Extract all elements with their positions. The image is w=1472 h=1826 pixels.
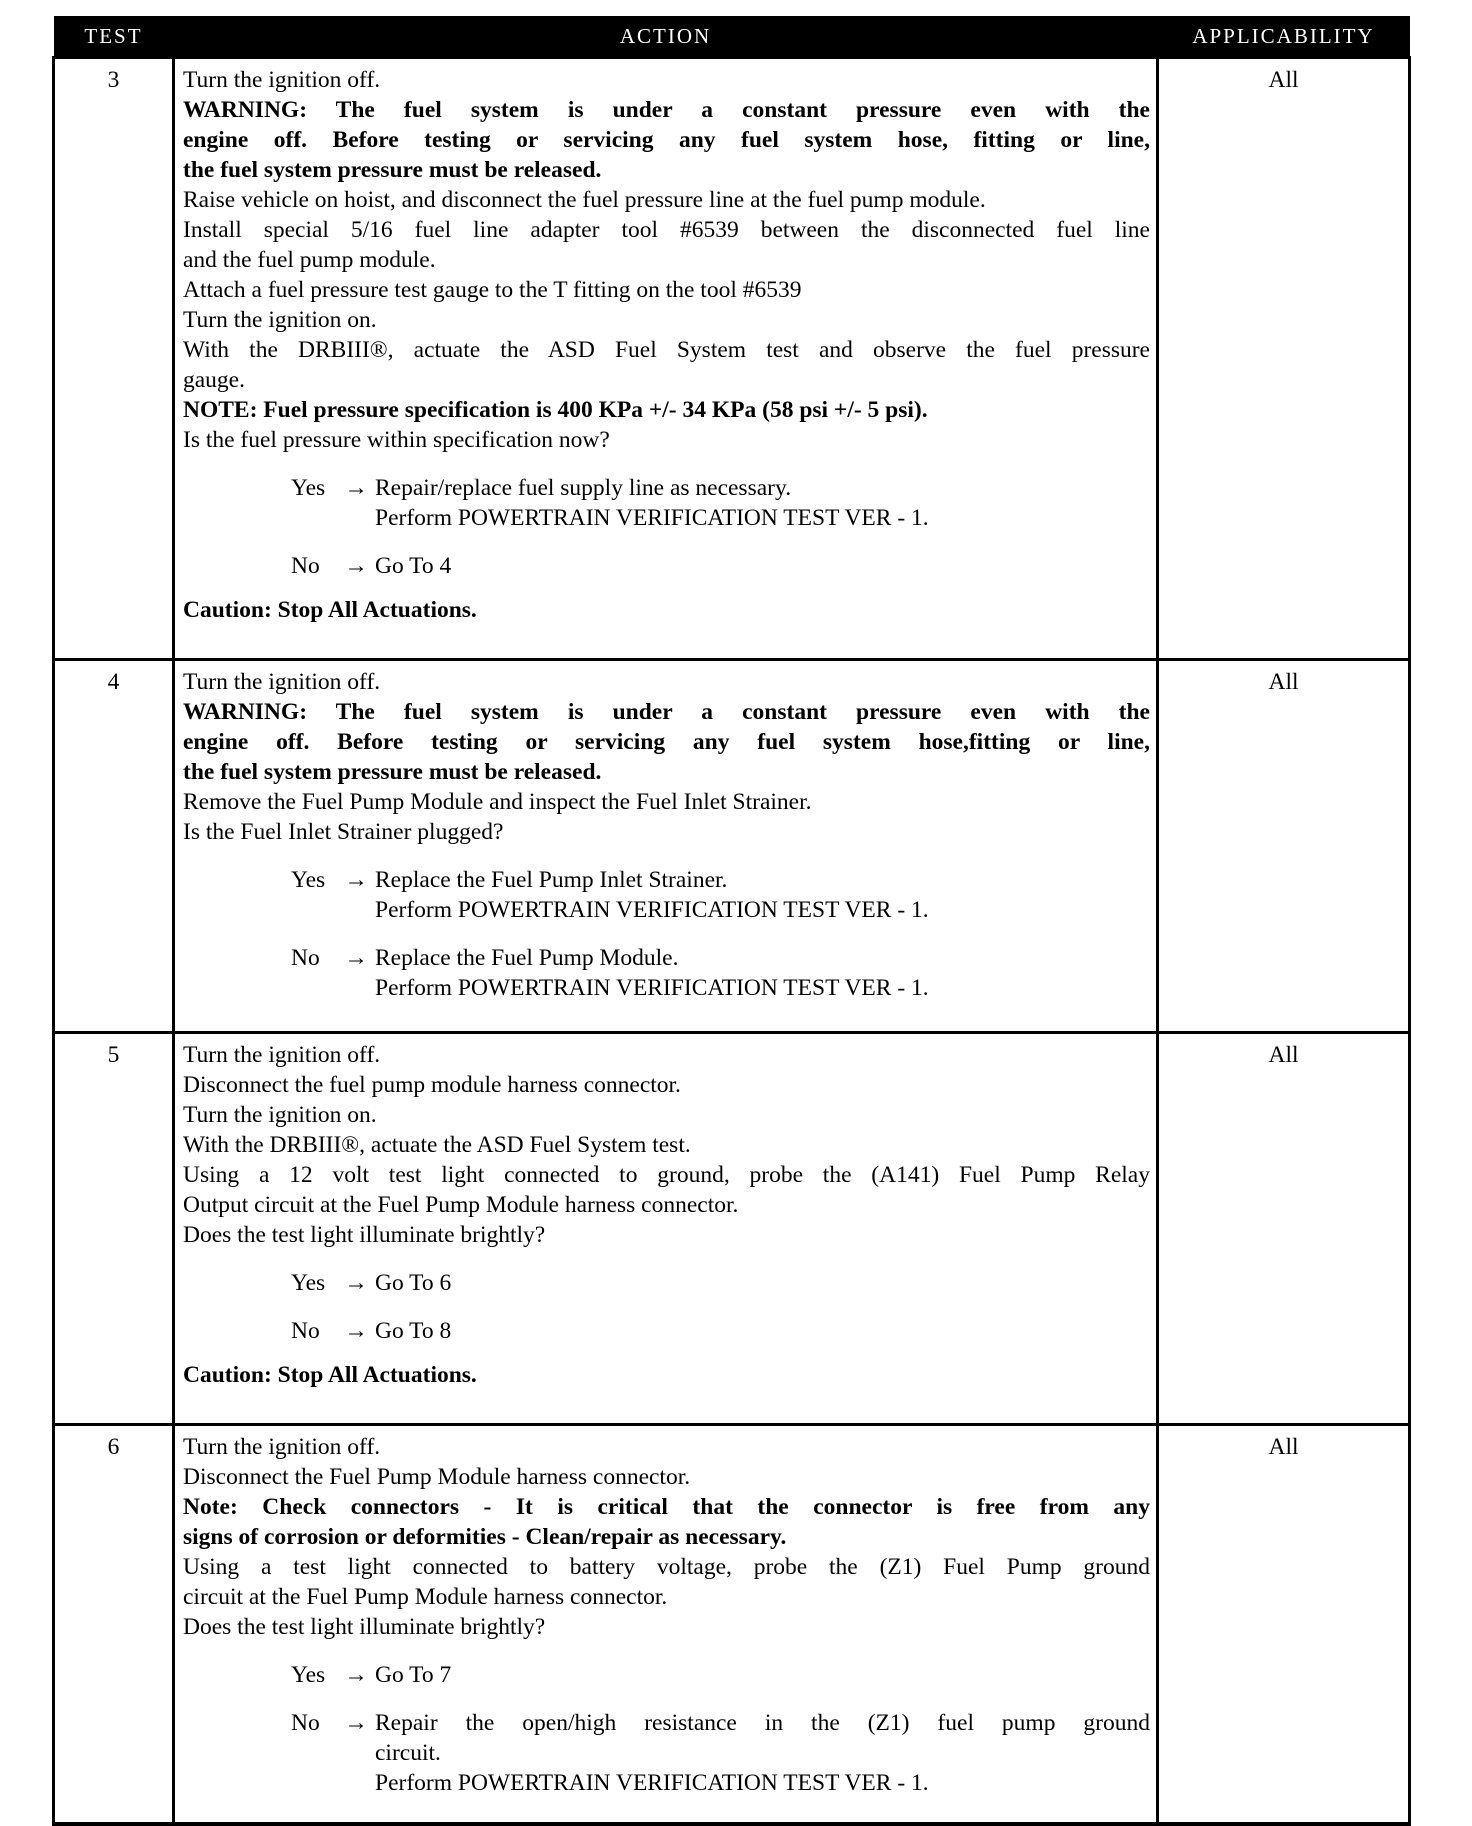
applicability-cell: All: [1158, 58, 1410, 660]
action-line: Turn the ignition on.: [183, 1102, 377, 1128]
warning-line: engine off. Before testing or servicing any fuel system hose, fitting or line,: [183, 127, 1150, 153]
result-line: Repair/replace fuel supply line as necessary.: [375, 475, 792, 501]
no-result: [375, 1316, 1150, 1346]
result-line: Go To 8: [375, 1318, 452, 1344]
test-number: 4: [54, 660, 174, 1033]
result-line: Replace the Fuel Pump Inlet Strainer.: [375, 867, 728, 893]
action-line: gauge.: [183, 367, 245, 393]
yes-label: Yes: [291, 475, 326, 501]
no-answer: [291, 943, 1150, 1003]
table-row: [54, 1033, 1410, 1425]
result-line: Perform POWERTRAIN VERIFICATION TEST VER - 1.: [375, 1770, 929, 1796]
no-result: [375, 1708, 1150, 1798]
no-answer: [291, 1316, 1150, 1346]
result-line: Perform POWERTRAIN VERIFICATION TEST VER - 1.: [375, 505, 929, 531]
action-line: Using a 12 volt test light connected to ground, probe the (A141) Fuel Pump Relay: [183, 1162, 1150, 1188]
caution-text: Caution: Stop All Actuations.: [183, 597, 477, 623]
header-action: ACTION: [174, 16, 1158, 58]
yes-label: Yes: [291, 867, 326, 893]
action-cell: [174, 1033, 1158, 1425]
action-line: Turn the ignition on.: [183, 307, 377, 333]
arrow-icon: →: [344, 1662, 368, 1688]
test-number: 3: [54, 58, 174, 660]
action-line: Remove the Fuel Pump Module and inspect the Fuel Inlet Strainer.: [183, 789, 812, 815]
no-label: No: [291, 1318, 320, 1344]
header-applicability: APPLICABILITY: [1158, 16, 1410, 58]
yes-result: [375, 473, 1150, 533]
action-line: Attach a fuel pressure test gauge to the T fitting on the tool #6539: [183, 277, 802, 303]
action-cell: [174, 660, 1158, 1033]
result-line: Perform POWERTRAIN VERIFICATION TEST VER - 1.: [375, 975, 929, 1001]
test-number: 5: [54, 1033, 174, 1425]
question-line: Is the Fuel Inlet Strainer plugged?: [183, 819, 504, 845]
table-row: [54, 660, 1410, 1033]
no-label: No: [291, 1710, 320, 1736]
no-answer: [291, 551, 1150, 581]
result-line: Replace the Fuel Pump Module.: [375, 945, 679, 971]
arrow-icon: →: [344, 867, 368, 893]
arrow-icon: →: [344, 1270, 368, 1296]
note-line: signs of corrosion or deformities - Clean/repair as necessary.: [183, 1524, 787, 1550]
arrow-icon: →: [344, 945, 368, 971]
yes-result: [375, 1660, 1150, 1690]
table-row: [54, 1425, 1410, 1825]
question-line: Does the test light illuminate brightly?: [183, 1222, 546, 1248]
no-label: No: [291, 945, 320, 971]
action-line: Disconnect the Fuel Pump Module harness connector.: [183, 1464, 691, 1490]
result-line: Repair the open/high resistance in the (Z1) fuel pump ground: [375, 1710, 1150, 1736]
applicability-cell: All: [1158, 660, 1410, 1033]
yes-answer: [291, 865, 1150, 925]
action-line: circuit at the Fuel Pump Module harness connector.: [183, 1584, 668, 1610]
result-line: Perform POWERTRAIN VERIFICATION TEST VER - 1.: [375, 897, 929, 923]
no-result: [375, 551, 1150, 581]
yes-label: Yes: [291, 1270, 326, 1296]
action-line: With the DRBIII®, actuate the ASD Fuel System test.: [183, 1132, 691, 1158]
result-line: Go To 4: [375, 553, 452, 579]
action-line: Turn the ignition off.: [183, 669, 381, 695]
arrow-icon: →: [344, 1318, 368, 1344]
yes-answer: [291, 1660, 1150, 1690]
arrow-icon: →: [344, 553, 368, 579]
result-line: Go To 7: [375, 1662, 452, 1688]
question-line: Does the test light illuminate brightly?: [183, 1614, 546, 1640]
warning-line: the fuel system pressure must be released.: [183, 157, 602, 183]
action-line: Disconnect the fuel pump module harness connector.: [183, 1072, 681, 1098]
action-line: Install special 5/16 fuel line adapter tool #6539 between the disconnected fuel line: [183, 217, 1150, 243]
yes-result: [375, 865, 1150, 925]
action-cell: [174, 58, 1158, 660]
header-test: TEST: [54, 16, 174, 58]
action-line: and the fuel pump module.: [183, 247, 436, 273]
table-header-row: [54, 16, 1410, 58]
warning-line: engine off. Before testing or servicing any fuel system hose,fitting or line,: [183, 729, 1150, 755]
no-label: No: [291, 553, 320, 579]
applicability-cell: All: [1158, 1425, 1410, 1825]
arrow-icon: →: [344, 475, 368, 501]
caution-text: Caution: Stop All Actuations.: [183, 1362, 477, 1388]
result-line: circuit.: [375, 1740, 441, 1766]
question-line: Is the fuel pressure within specification now?: [183, 427, 610, 453]
action-line: Turn the ignition off.: [183, 67, 381, 93]
warning-line: WARNING: The fuel system is under a constant pressure even with the: [183, 699, 1150, 725]
test-number: 6: [54, 1425, 174, 1825]
applicability-cell: All: [1158, 1033, 1410, 1425]
arrow-icon: →: [344, 1710, 368, 1736]
yes-label: Yes: [291, 1662, 326, 1688]
diagnostic-test-table-page: [52, 16, 1408, 1796]
diagnostic-test-table: [52, 16, 1411, 1826]
note-line: NOTE: Fuel pressure specification is 400 KPa +/- 34 KPa (58 psi +/- 5 psi).: [183, 397, 928, 423]
warning-line: WARNING: The fuel system is under a constant pressure even with the: [183, 97, 1150, 123]
action-line: Output circuit at the Fuel Pump Module harness connector.: [183, 1192, 739, 1218]
action-cell: [174, 1425, 1158, 1825]
yes-result: [375, 1268, 1150, 1298]
action-line: Turn the ignition off.: [183, 1434, 381, 1460]
yes-answer: [291, 1268, 1150, 1298]
action-line: With the DRBIII®, actuate the ASD Fuel System test and observe the fuel pressure: [183, 337, 1150, 363]
action-line: Raise vehicle on hoist, and disconnect the fuel pressure line at the fuel pump module.: [183, 187, 986, 213]
no-result: [375, 943, 1150, 1003]
yes-answer: [291, 473, 1150, 533]
table-row: [54, 58, 1410, 660]
warning-line: the fuel system pressure must be released.: [183, 759, 602, 785]
note-line: Note: Check connectors - It is critical that the connector is free from any: [183, 1494, 1150, 1520]
result-line: Go To 6: [375, 1270, 452, 1296]
action-line: Using a test light connected to battery voltage, probe the (Z1) Fuel Pump ground: [183, 1554, 1150, 1580]
action-line: Turn the ignition off.: [183, 1042, 381, 1068]
no-answer: [291, 1708, 1150, 1798]
